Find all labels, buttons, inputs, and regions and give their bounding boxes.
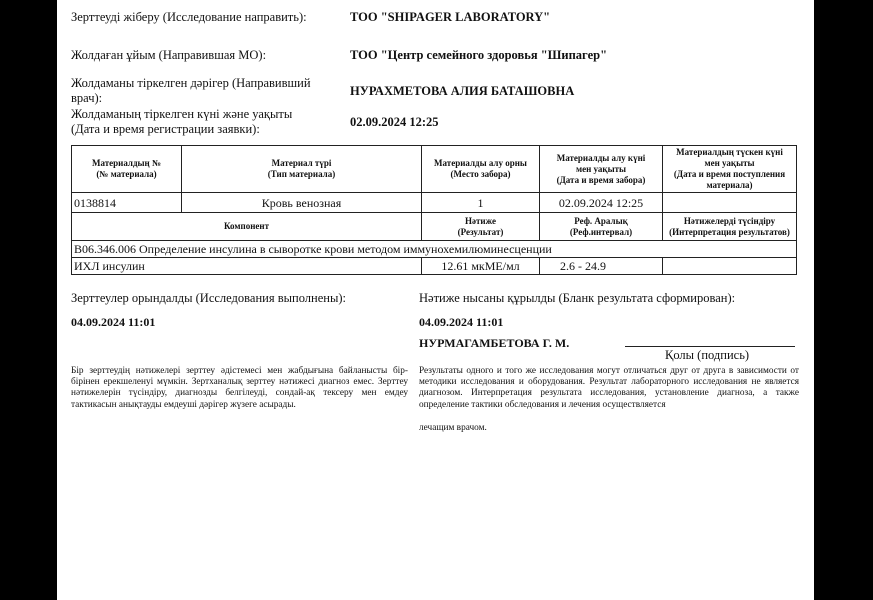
doctor-label-line2: врач): <box>71 91 103 105</box>
header-material-type: Материал түрі (Тип материала) <box>182 146 422 193</box>
collection-place: 1 <box>422 193 540 213</box>
component-name: ИХЛ инсулин <box>72 258 422 275</box>
registration-label-line2: (Дата и время регистрации заявки): <box>71 122 260 136</box>
material-type: Кровь венозная <box>182 193 422 213</box>
done-value: 04.09.2024 11:01 <box>71 315 156 329</box>
org-label: Жолдаған ұйым (Направившая МО): <box>71 48 267 62</box>
sample-row <box>72 193 797 213</box>
disclaimer-ru-last-line: лечащим врачом. <box>419 423 487 433</box>
interpretation-value <box>663 258 797 275</box>
header-interpretation: Нәтижелерді түсіндіру (Интерпретация результатов) <box>663 213 797 241</box>
result-value: 12.61 мкМЕ/мл <box>422 258 540 275</box>
received-date <box>663 193 797 213</box>
signature-label: Қолы (подпись) <box>665 348 750 362</box>
results-table <box>71 145 797 275</box>
form-value: 04.09.2024 11:01 <box>419 315 504 329</box>
disclaimer-kz: Бір зерттеудің нәтижелері зерттеу әдістемесі мен жабдығына байланысты бір-бірінен ерекшеленуі мүмкін. Зертханалық зерттеу нәтижесі диагноз емес. Зерттеу нәтижелерін түсіндіру, диагнозды белгілеуді, сондай-ақ тексеру мен емдеу тактикасын анықтауды емдеуші дәрігер жүзеге асырады. <box>71 366 408 410</box>
doctor-label-line1: Жолдаманы тіркелген дәрігер (Направивший <box>71 76 311 90</box>
result-header-row <box>72 213 797 241</box>
header-collection-date: Материалды алу күні мен уақыты (Дата и время забора) <box>540 146 663 193</box>
registration-label-line1: Жолдаманың тіркелген күні және уақыты <box>71 107 293 121</box>
header-ref-interval: Реф. Аралық (Реф.интервал) <box>540 213 663 241</box>
registration-value: 02.09.2024 12:25 <box>350 115 439 129</box>
doctor-value: НУРАХМЕТОВА АЛИЯ БАТАШОВНА <box>350 84 575 98</box>
study-value: ТОО "SHIPAGER LABORATORY" <box>350 10 551 24</box>
org-value: ТОО "Центр семейного здоровья "Шипагер" <box>350 48 608 62</box>
header-collection-place: Материалды алу орны (Место забора) <box>422 146 540 193</box>
form-label: Нәтиже нысаны құрылды (Бланк результата сформирован): <box>419 291 736 305</box>
study-label: Зерттеуді жіберу (Исследование направить): <box>71 10 307 24</box>
signer-name: НУРМАГАМБЕТОВА Г. М. <box>419 336 570 350</box>
header-material-number: Материалдың № (№ материала) <box>72 146 182 193</box>
disclaimer-ru: Результаты одного и того же исследования могут отличаться друг от друга в зависимости от методики исследования и оборудования. Результат лабораторного исследования не является диагнозом. Интерпретация результата исследования, установление диагноза, а также определение тактики обследования и лечения осуществляется <box>419 366 799 410</box>
material-number: 0138814 <box>72 193 182 213</box>
report-page <box>57 0 814 600</box>
method-row <box>72 241 797 258</box>
header-component: Компонент <box>72 213 422 241</box>
ref-interval-value: 2.6 - 24.9 <box>540 258 663 275</box>
method-name: B06.346.006 Определение инсулина в сыворотке крови методом иммунохемилюминесценции <box>72 241 797 258</box>
collection-date: 02.09.2024 12:25 <box>540 193 663 213</box>
header-result: Нәтиже (Результат) <box>422 213 540 241</box>
sample-header-row <box>72 146 797 193</box>
table-row <box>72 258 797 275</box>
header-received-date: Материалдың түскен күні мен уақыты (Дата и время поступления материала) <box>663 146 797 193</box>
signature-line <box>625 346 795 347</box>
done-label: Зерттеулер орындалды (Исследования выполнены): <box>71 291 346 305</box>
